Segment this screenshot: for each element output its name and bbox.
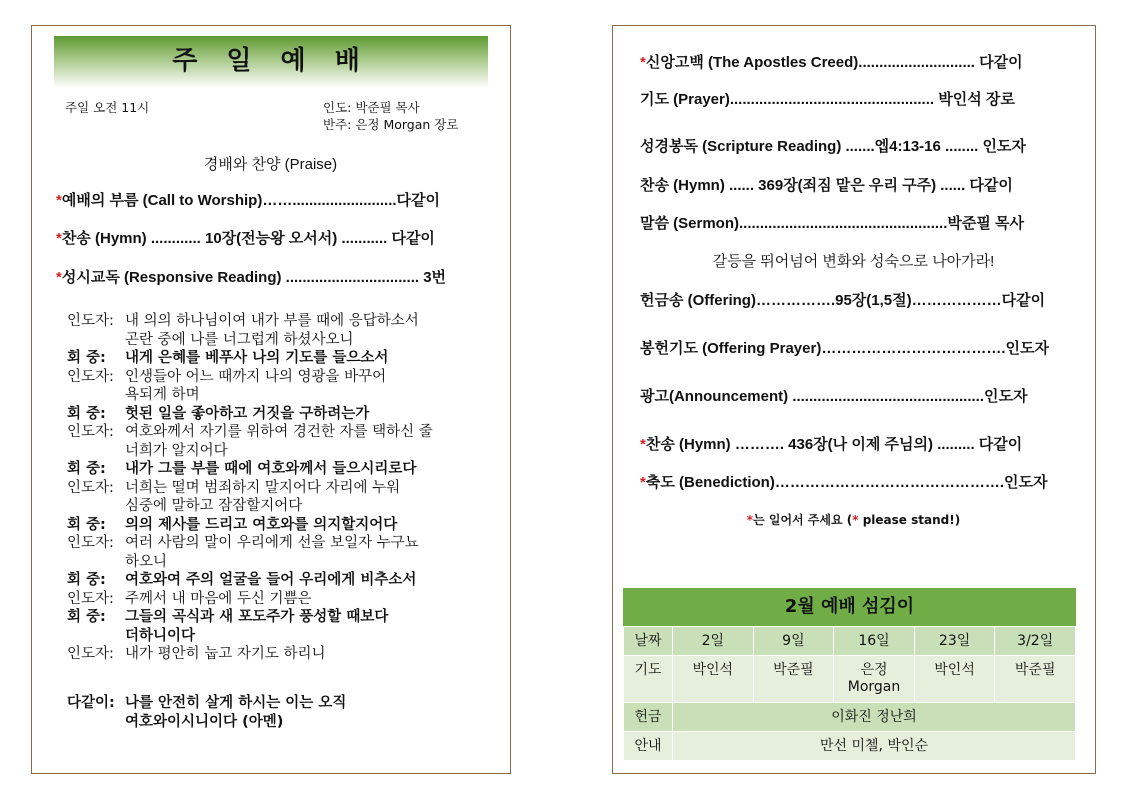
order-item-apostles-creed: *신앙고백 (The Apostles Creed)............................ 다같이 bbox=[640, 54, 1023, 71]
table-cell: 2일 bbox=[673, 627, 754, 656]
reading-line: 심중에 말하고 잠잠할지어다 bbox=[125, 498, 303, 514]
role-label: 인도자: bbox=[67, 424, 114, 440]
order-item-responsive-reading: *성시교독 (Responsive Reading) ................................ 3번 bbox=[56, 269, 447, 286]
sermon-title: 갈등을 뛰어넘어 변화와 성숙으로 나아가라! bbox=[712, 253, 995, 270]
stand-marker: * bbox=[56, 269, 62, 286]
stand-marker: * bbox=[56, 230, 62, 247]
schedule-table bbox=[623, 626, 1076, 761]
role-label: 인도자: bbox=[67, 479, 114, 496]
table-cell: 만선 미첼, 박인순 bbox=[673, 732, 1076, 761]
reading-line: 내 의의 하나님이여 내가 부를 때에 응답하소서 bbox=[125, 313, 419, 329]
reading-row bbox=[67, 645, 433, 664]
order-item-offering: 헌금송 (Offering)…………….95장(1,5절)………………다같이 bbox=[640, 292, 1046, 309]
role-label: 회 중: bbox=[67, 461, 106, 477]
stand-marker: * bbox=[640, 474, 646, 491]
reading-row bbox=[67, 479, 433, 498]
reading-row bbox=[67, 442, 433, 461]
reading-line: 의의 제사를 드리고 여호와를 의지할지어다 bbox=[125, 516, 398, 533]
reading-row bbox=[67, 627, 433, 646]
reading-line: 여러 사람의 말이 우리에게 선을 보일자 누구뇨 bbox=[125, 535, 419, 551]
reading-row bbox=[67, 349, 433, 368]
schedule-title: 2월 예배 섬김이 bbox=[623, 588, 1076, 626]
role-label: 인도자: bbox=[67, 368, 114, 385]
reading-line: 내가 평안히 눕고 자기도 하리니 bbox=[125, 646, 326, 662]
reading-line: 곤란 중에 나를 너그럽게 하셨사오니 bbox=[125, 331, 354, 348]
order-item-scripture: 성경봉독 (Scripture Reading) .......엡4:13-16 ........ 인도자 bbox=[640, 138, 1026, 155]
stand-marker: * bbox=[640, 54, 646, 71]
reading-line: 여호와여 주의 얼굴을 들어 우리에게 비추소서 bbox=[125, 572, 417, 588]
role-label: 인도자: bbox=[67, 313, 114, 329]
service-time: 주일 오전 11시 bbox=[65, 100, 150, 115]
reading-row bbox=[67, 312, 433, 331]
table-row bbox=[624, 656, 1076, 703]
role-label: 회 중: bbox=[67, 572, 106, 588]
role-label: 회 중: bbox=[67, 609, 106, 625]
reading-line: 너희는 떨며 범죄하지 말지어다 자리에 누워 bbox=[125, 479, 401, 496]
order-item-hymn-2: *찬송 (Hymn) ………. 436장(나 이제 주님의) ......... 다같이 bbox=[640, 436, 1023, 453]
table-cell: 안내 bbox=[624, 732, 673, 761]
reading-line: 그들의 곡식과 새 포도주가 풍성할 때보다 bbox=[125, 609, 389, 625]
reading-row bbox=[67, 386, 433, 405]
stand-marker: * bbox=[640, 436, 646, 453]
reading-line: 인생들아 어느 때까지 나의 영광을 바꾸어 bbox=[125, 368, 387, 385]
table-cell: 헌금 bbox=[624, 703, 673, 732]
reading-line: 내가 그를 부를 때에 여호와께서 들으시리로다 bbox=[125, 461, 417, 477]
serving-schedule bbox=[623, 588, 1076, 761]
left-page bbox=[31, 25, 511, 774]
reading-line: 나를 안전히 살게 하시는 이는 오직 bbox=[125, 695, 347, 711]
table-row bbox=[624, 703, 1076, 732]
table-cell: 이화진 정난희 bbox=[673, 703, 1076, 732]
role-label: 다같이: bbox=[67, 695, 115, 711]
order-item-hymn: *찬송 (Hymn) ............ 10장(전능왕 오서서) ........... 다같이 bbox=[56, 230, 435, 247]
reading-line: 여호와께서 자기를 위하여 경건한 자를 택하신 줄 bbox=[125, 424, 433, 440]
reading-row bbox=[67, 553, 433, 572]
page-title: 주 일 예 배 bbox=[172, 46, 370, 76]
reading-line: 하오니 bbox=[125, 553, 168, 570]
reading-line: 여호와이시니이다 (아멘) bbox=[125, 713, 284, 730]
order-item-announcement: 광고(Announcement) ..............................................인도자 bbox=[640, 388, 1028, 405]
table-cell: 16일 bbox=[834, 627, 915, 656]
table-row bbox=[624, 732, 1076, 761]
role-label: 회 중: bbox=[67, 405, 106, 422]
table-cell: 박인석 bbox=[673, 656, 754, 703]
reading-row bbox=[67, 368, 433, 387]
table-cell: 박준필 bbox=[753, 656, 834, 703]
order-item-hymn: 찬송 (Hymn) ...... 369장(죄짐 맡은 우리 구주) ...... 다같이 bbox=[640, 177, 1013, 194]
reading-row bbox=[67, 460, 433, 479]
stand-note: *는 일어서 주세요 (* please stand!) bbox=[746, 513, 961, 527]
role-label: 인도자: bbox=[67, 590, 114, 607]
responsive-reading-text bbox=[67, 312, 433, 664]
reading-row bbox=[67, 516, 433, 535]
reading-row bbox=[67, 423, 433, 442]
reading-line: 헛된 일을 좋아하고 거짓을 구하려는가 bbox=[125, 405, 370, 422]
reading-row bbox=[67, 590, 433, 609]
reading-row bbox=[67, 497, 433, 516]
table-cell: 3/2일 bbox=[995, 627, 1076, 656]
order-item-offering-prayer: 봉헌기도 (Offering Prayer)……………………………….인도자 bbox=[640, 340, 1049, 357]
stand-marker: * bbox=[56, 192, 62, 209]
table-cell: 기도 bbox=[624, 656, 673, 703]
table-cell: 박인석 bbox=[914, 656, 995, 703]
reading-row bbox=[67, 534, 433, 553]
reading-line: 내게 은혜를 베푸사 나의 기도를 들으소서 bbox=[125, 350, 389, 366]
together-response bbox=[67, 694, 346, 731]
reading-row bbox=[67, 405, 433, 424]
order-item-call-to-worship: *예배의 부름 (Call to Worship)…….........................다같이 bbox=[56, 192, 441, 209]
role-label: 인도자: bbox=[67, 646, 114, 662]
table-row bbox=[624, 627, 1076, 656]
reading-row bbox=[67, 331, 433, 350]
order-item-benediction: *축도 (Benediction)……………………………………….인도자 bbox=[640, 474, 1048, 491]
reading-row bbox=[67, 571, 433, 590]
reading-line: 주께서 내 마음에 두신 기쁨은 bbox=[125, 590, 312, 607]
order-item-sermon: 말씀 (Sermon)..................................................박준필 목사 bbox=[640, 215, 1024, 232]
role-label: 인도자: bbox=[67, 535, 114, 551]
table-cell: 은정 Morgan bbox=[834, 656, 915, 703]
table-cell: 23일 bbox=[914, 627, 995, 656]
table-cell: 9일 bbox=[753, 627, 834, 656]
service-leader: 인도: 박준필 목사 bbox=[323, 100, 420, 115]
reading-line: 더하니이다 bbox=[125, 627, 196, 644]
reading-line: 욕되게 하며 bbox=[125, 387, 200, 403]
reading-line: 너희가 알지어다 bbox=[125, 442, 228, 459]
role-label: 회 중: bbox=[67, 350, 106, 366]
right-page bbox=[612, 25, 1096, 774]
table-cell: 박준필 bbox=[995, 656, 1076, 703]
table-cell: 날짜 bbox=[624, 627, 673, 656]
reading-row bbox=[67, 608, 433, 627]
praise-heading: 경배와 찬양 (Praise) bbox=[203, 156, 338, 173]
role-label: 회 중: bbox=[67, 516, 106, 533]
order-item-prayer: 기도 (Prayer)................................................. 박인석 장로 bbox=[640, 91, 1015, 108]
accompanist: 반주: 은정 Morgan 장로 bbox=[323, 117, 459, 132]
